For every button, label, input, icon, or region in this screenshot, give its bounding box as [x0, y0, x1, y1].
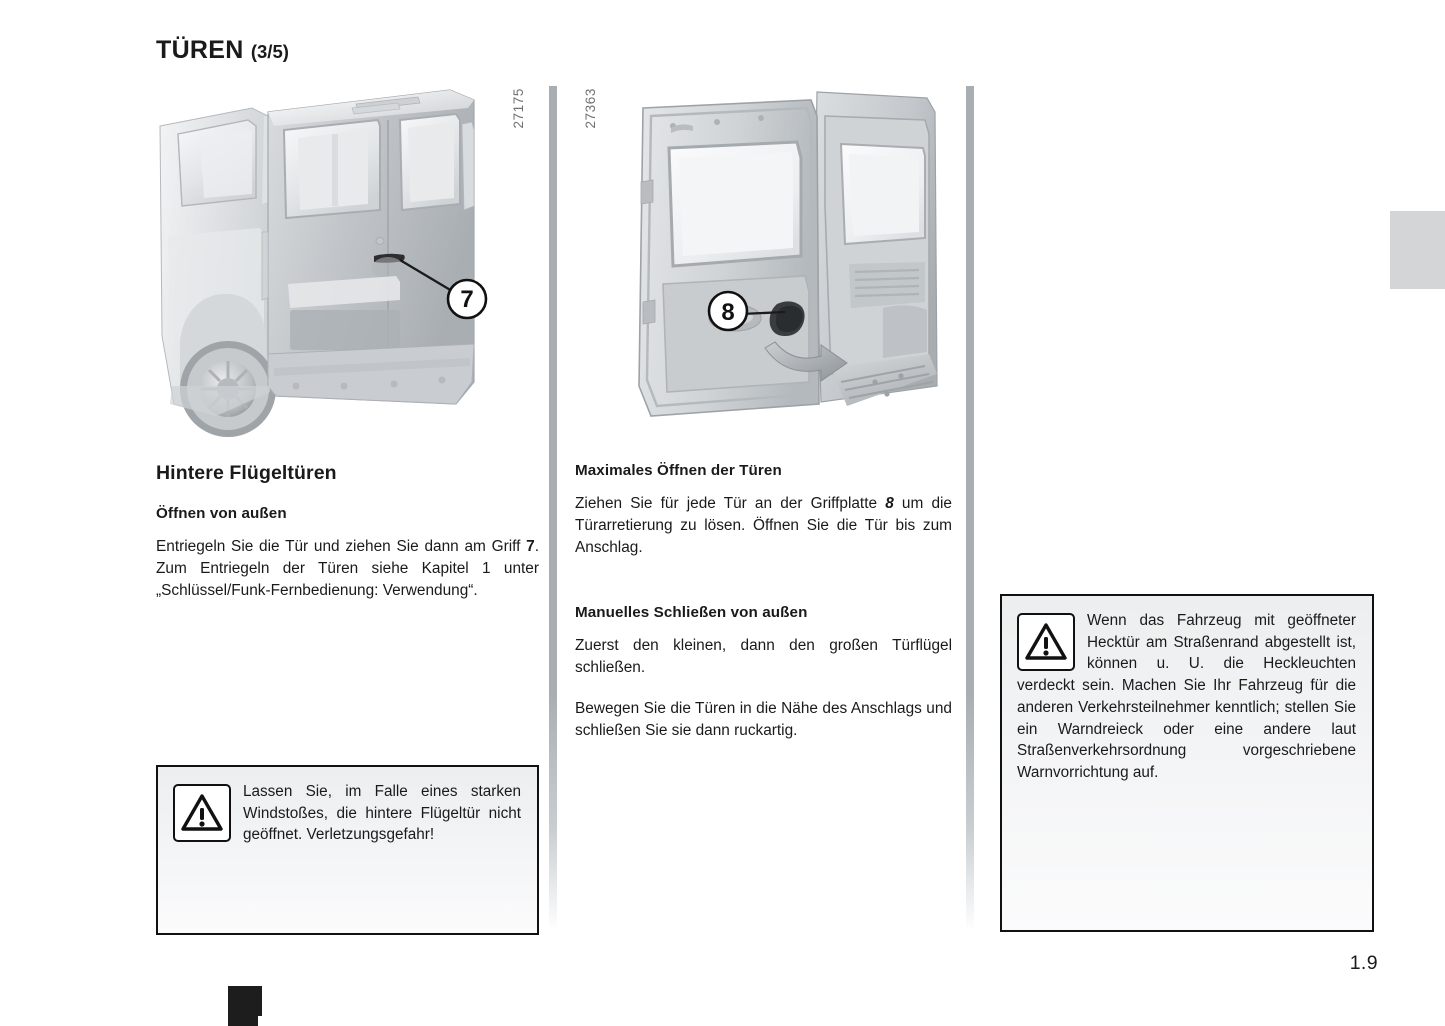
- svg-text:8: 8: [721, 299, 735, 326]
- page-number: 1.9: [1349, 952, 1378, 974]
- paragraph-text-part-1: Ziehen Sie für jede Tür an der Griffplatte: [575, 495, 886, 512]
- figure-open-wing-door: [625, 86, 949, 452]
- inline-reference-8: 8: [885, 495, 894, 512]
- warning-right-text: Wenn das Fahrzeug mit geöffneter Hecktür am Straßenrand abgestellt ist, können u. U. die Heckleuchten verdeckt sein. Machen Sie Ihr Fahrzeug für die anderen Verkehrsteilnehmer kenntlich; stellen Sie ein Warndreieck oder eine andere laut Straßenverkehrsordnung vorgeschriebene Warnvorrichtung auf.: [1017, 612, 1356, 782]
- warning-left-text: Lassen Sie, im Falle eines starken Windstoßes, die hintere Flügeltür nicht geöffnet. Verletzungsgefahr!: [243, 783, 521, 844]
- page-title: [156, 36, 289, 65]
- paragraph-manuelles-schliessen-2: Bewegen Sie die Türen in die Nähe des Anschlags und schließen Sie sie dann ruckartig.: [575, 700, 952, 740]
- paragraph-text-part-1: Entriegeln Sie die Tür und ziehen Sie dann am Griff: [156, 538, 527, 555]
- figure-rear-view-van: [156, 86, 505, 452]
- corner-registration-mark: [228, 986, 258, 1026]
- warning-right-content: [1017, 610, 1356, 784]
- paragraph-maximales-oeffnen: [575, 493, 952, 559]
- page-title-pages: (3/5): [250, 41, 289, 62]
- middle-text-column: [575, 462, 952, 742]
- spacer: [575, 578, 952, 604]
- warning-triangle-icon: [1017, 613, 1075, 671]
- warning-box-left: [156, 765, 539, 935]
- paragraph-text-part-2: um die Türarretierung zu lösen. Öffnen Sie die Tür bis zum Anschlag.: [575, 495, 952, 557]
- left-text-column: [156, 462, 539, 602]
- subheading-oeffnen-von-aussen: Öffnen von außen: [156, 505, 287, 522]
- column-divider-right: [966, 86, 974, 931]
- subheading-maximales-oeffnen: Maximales Öffnen der Türen: [575, 462, 782, 479]
- chapter-edge-tab: [1387, 208, 1445, 292]
- subheading-manuelles-schliessen: Manuelles Schließen von außen: [575, 604, 808, 622]
- column-divider-left: [549, 86, 557, 931]
- callout-8: [709, 292, 747, 330]
- callout-7: [448, 280, 486, 318]
- paragraph-oeffnen-von-aussen: [156, 536, 539, 602]
- svg-text:7: 7: [460, 286, 474, 313]
- figure-reference-left: 27175: [511, 88, 526, 129]
- figure-reference-right: 27363: [583, 88, 598, 129]
- warning-triangle-icon: [173, 784, 231, 842]
- warning-left-content: [173, 781, 521, 846]
- paragraph-manuelles-schliessen-1: Zuerst den kleinen, dann den großen Türflügel schließen.: [575, 637, 952, 677]
- inline-reference-7: 7: [526, 538, 535, 555]
- section-title-hintere-fluegeltueren: Hintere Flügeltüren: [156, 462, 337, 484]
- page-title-main: TÜREN: [156, 36, 244, 64]
- warning-box-right: [1000, 594, 1374, 932]
- paragraph-text-part-2: . Zum Entriegeln der Türen siehe Kapitel 1 unter „Schlüssel/Funk-Fernbedienung: Verwendung“.: [156, 538, 539, 600]
